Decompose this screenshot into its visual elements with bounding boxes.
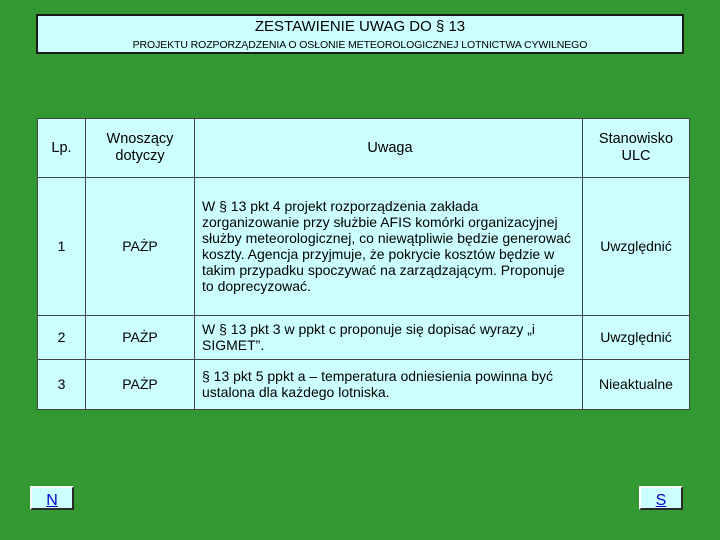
column-header-who: Wnoszący dotyczy [86,119,195,178]
cell-status: Nieaktualne [583,359,690,409]
next-slide-button[interactable]: S [639,486,683,510]
remarks-table-container [37,118,690,410]
table-row [38,359,690,409]
cell-lp: 3 [38,359,86,409]
cell-status: Uwzględnić [583,315,690,359]
cell-lp: 1 [38,178,86,315]
table-row [38,178,690,315]
column-header-lp: Lp. [38,119,86,178]
cell-note: W § 13 pkt 4 projekt rozporządzenia zakłada zorganizowanie przy służbie AFIS komórki organizacyjnej służby meteorologicznej, co niewątpliwie będzie generować koszty. Agencja przyjmuje, że pokrycie kosztów będzie w takim przypadku spoczywać na zarządzającym. Proponuje to doprecyzować. [195,178,583,315]
table-header-row [38,119,690,178]
prev-slide-button[interactable]: N [30,486,74,510]
header-box [36,14,684,54]
table-row [38,315,690,359]
cell-note: § 13 pkt 5 ppkt a – temperatura odniesienia powinna być ustalona dla każdego lotniska. [195,359,583,409]
cell-status: Uwzględnić [583,178,690,315]
column-header-note: Uwaga [195,119,583,178]
cell-note: W § 13 pkt 3 w ppkt c proponuje się dopisać wyrazy „i SIGMET”. [195,315,583,359]
cell-who: PAŻP [86,315,195,359]
cell-who: PAŻP [86,178,195,315]
page-subtitle: PROJEKTU ROZPORZĄDZENIA O OSŁONIE METEOROLOGICZNEJ LOTNICTWA CYWILNEGO [132,39,588,51]
cell-who: PAŻP [86,359,195,409]
cell-lp: 2 [38,315,86,359]
remarks-table [37,118,690,410]
column-header-status: Stanowisko ULC [583,119,690,178]
page-title: ZESTAWIENIE UWAG DO § 13 [254,18,466,35]
